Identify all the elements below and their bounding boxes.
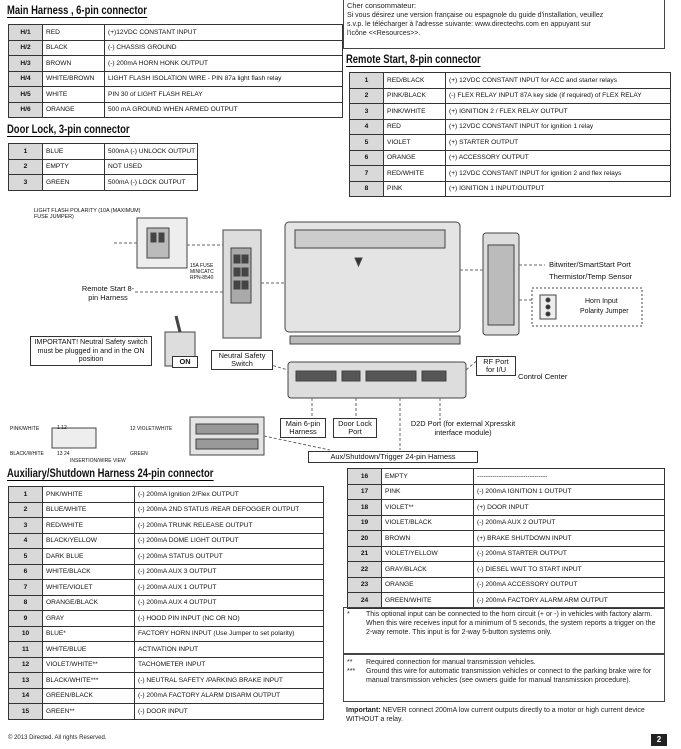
pin-number: 1 [9, 487, 43, 503]
wire-function: 500mA (-) UNLOCK OUTPUT [105, 144, 198, 160]
control-center-label: Control Center [518, 372, 568, 381]
pin-number: 3 [9, 175, 43, 191]
wire-function: (-) 200mA IGNITION 1 OUTPUT [474, 484, 665, 500]
fuse-jumper [147, 228, 169, 258]
pin-number: 21 [348, 546, 382, 562]
wire-color: DARK BLUE [43, 549, 135, 565]
pin-1-12-label: 1 12 [57, 425, 67, 431]
table-row [348, 531, 665, 547]
wire-color: PINK/BLACK [384, 88, 446, 104]
black-white-wire-label: BLACK/WHITE [10, 451, 44, 457]
main-6pin-harness-label: Main 6-pin Harness [280, 418, 326, 438]
wire-function: (-) 200mA AUX 3 OUTPUT [135, 564, 324, 580]
pin-number: 1 [350, 73, 384, 89]
wire-function: TACHOMETER INPUT [135, 657, 324, 673]
note-star3-text: Ground this wire for automatic transmission vehicles or connect to the parking brake wire for manual transmission vehicles (see owners guide for manual transmission procedure). [366, 668, 652, 684]
pin-number: 4 [350, 119, 384, 135]
table-row [9, 611, 324, 627]
green-wire-label: GREEN [130, 451, 148, 457]
table-row [9, 673, 324, 689]
wire-function: (+) IGNITION 1 INPUT/OUTPUT [446, 181, 671, 197]
wire-function: (+) 12VDC CONSTANT INPUT for ignition 1 relay [446, 119, 671, 135]
pin-number: 11 [9, 642, 43, 658]
pin-number: 8 [9, 595, 43, 611]
wire-color: RED/BLACK [384, 73, 446, 89]
pin-number: 18 [348, 500, 382, 516]
wire-function: NOT USED [105, 159, 198, 175]
fuse-label-3: RPN-8540 [190, 275, 214, 281]
copyright: © 2013 Directed. All rights Reserved. [8, 735, 107, 741]
wire-function: 500 mA GROUND WHEN ARMED OUTPUT [105, 102, 343, 118]
fuse-label-2: MINICATC [190, 269, 214, 275]
aux-shutdown-harness-label: Aux/Shutdown/Trigger 24-pin Harness [308, 451, 478, 463]
wire-function: (-) 200mA 2ND STATUS /REAR DEFOGGER OUTPUT [135, 502, 324, 518]
wire-color: ORANGE [43, 102, 105, 118]
pin-number: 6 [350, 150, 384, 166]
wire-function: (-) 200mA FACTORY ALARM DISARM OUTPUT [135, 688, 324, 704]
wire-function: LIGHT FLASH ISOLATION WIRE - PIN 87a light flash relay [105, 71, 343, 87]
wire-color: ORANGE/BLACK [43, 595, 135, 611]
pin-number: 2 [350, 88, 384, 104]
aux-harness-title: Auxiliary/Shutdown Harness 24-pin connector [7, 468, 214, 480]
wire-color: VIOLET** [382, 500, 474, 516]
wire-function: (+) ACCESSORY OUTPUT [446, 150, 671, 166]
wire-function: (+) IGNITION 2 / FLEX RELAY OUTPUT [446, 104, 671, 120]
wire-color: VIOLET/BLACK [382, 515, 474, 531]
wire-color: PINK [384, 181, 446, 197]
wire-function: (-) 200mA STARTER OUTPUT [474, 546, 665, 562]
pin-number: 7 [350, 166, 384, 182]
wire-function: (+) STARTER OUTPUT [446, 135, 671, 151]
notice-line-3: l'icône <<Resources>>. [347, 30, 421, 37]
pin-number: 10 [9, 626, 43, 642]
wire-color: WHITE/BLUE [43, 642, 135, 658]
table-row [9, 626, 324, 642]
wire-color: PINK [382, 484, 474, 500]
table-row [9, 580, 324, 596]
pin-number: 4 [9, 533, 43, 549]
wire-function: (-) 200mA AUX 4 OUTPUT [135, 595, 324, 611]
wire-function: FACTORY HORN INPUT (Use Jumper to set polarity) [135, 626, 324, 642]
wire-function: (-) 200mA Ignition 2/Flex OUTPUT [135, 487, 324, 503]
wire-color: BLACK/YELLOW [43, 533, 135, 549]
table-row [348, 593, 665, 609]
wire-color: RED/WHITE [43, 518, 135, 534]
pin-number: 7 [9, 580, 43, 596]
pin-number: 5 [350, 135, 384, 151]
horn-input-label: Horn Input [585, 298, 618, 305]
pin-number: H/6 [9, 102, 43, 118]
table-row [9, 487, 324, 503]
note-star23-box [343, 654, 665, 702]
wire-function: (+)12VDC CONSTANT INPUT [105, 25, 343, 41]
wire-function: ACTIVATION INPUT [135, 642, 324, 658]
wire-color: VIOLET [384, 135, 446, 151]
violet-white-wire-label: 12 VIOLET/WHITE [130, 426, 173, 432]
aux-harness-table-right [347, 468, 665, 609]
wire-color: BLUE* [43, 626, 135, 642]
pin-number: 5 [9, 549, 43, 565]
door-lock-port-label: Door Lock Port [333, 418, 377, 438]
wire-color: WHITE/VIOLET [43, 580, 135, 596]
pin-number: 15 [9, 704, 43, 720]
light-flash-polarity-label: LIGHT FLASH POLARITY (10A (MAXIMUM) FUSE JUMPER) [34, 208, 141, 220]
pin-number: H/3 [9, 56, 43, 72]
table-row [9, 595, 324, 611]
remote-start-title: Remote Start, 8-pin connector [346, 54, 481, 66]
neutral-safety-switch-label: Neutral Safety Switch [211, 350, 273, 370]
pin-number: H/4 [9, 71, 43, 87]
notice-heading: Cher consommateur: [347, 1, 417, 10]
important-note-label: Important: [346, 707, 381, 714]
door-lock-title: Door Lock, 3-pin connector [7, 124, 130, 136]
bitwriter-port-label: Bitwriter/SmartStart Port [549, 260, 631, 269]
note-star2-text: Required connection for manual transmission vehicles. [366, 659, 536, 666]
wire-color: RED/WHITE [384, 166, 446, 182]
wire-color: BROWN [382, 531, 474, 547]
wire-function: (-) 200mA DOME LIGHT OUTPUT [135, 533, 324, 549]
pin-number: 2 [9, 502, 43, 518]
pin-number: H/2 [9, 40, 43, 56]
insertion-view-label: INSERTION/WIRE VIEW [70, 458, 126, 464]
wire-color: BLUE/WHITE [43, 502, 135, 518]
remote-start-harness-label: Remote Start 8-pin Harness [81, 284, 135, 302]
wire-function: (-) 200mA AUX 1 OUTPUT [135, 580, 324, 596]
wire-color: PINK/WHITE [384, 104, 446, 120]
table-row [9, 564, 324, 580]
rf-port-label: RF Port for I/U [476, 356, 516, 376]
pin-number: 23 [348, 577, 382, 593]
wire-function: (-) 200mA AUX 2 OUTPUT [474, 515, 665, 531]
table-row [348, 546, 665, 562]
pin-number: 6 [9, 564, 43, 580]
note-star2-mark: ** [347, 659, 353, 666]
wire-function: (-) 200mA ACCESSORY OUTPUT [474, 577, 665, 593]
wire-color: BLACK/WHITE*** [43, 673, 135, 689]
wire-function: (-) DOOR INPUT [135, 704, 324, 720]
note-star1-mark: * [347, 611, 350, 618]
wire-function: (-) 200mA HORN HONK OUTPUT [105, 56, 343, 72]
pin-number: 12 [9, 657, 43, 673]
pin-number: 3 [350, 104, 384, 120]
pin-number: 3 [9, 518, 43, 534]
wire-color: VIOLET/YELLOW [382, 546, 474, 562]
pin-number: H/5 [9, 87, 43, 103]
wire-function: (-) 200mA STATUS OUTPUT [135, 549, 324, 565]
table-row [9, 502, 324, 518]
wire-function: (+) 12VDC CONSTANT INPUT for ignition 2 and flex relays [446, 166, 671, 182]
wire-color: BROWN [43, 56, 105, 72]
wire-function: 500mA (-) LOCK OUTPUT [105, 175, 198, 191]
wire-color: EMPTY [382, 469, 474, 485]
wire-function: (-) NEUTRAL SAFETY /PARKING BRAKE INPUT [135, 673, 324, 689]
pin-number: 13 [9, 673, 43, 689]
wire-color: GREEN/WHITE [382, 593, 474, 609]
wire-function: (+) BRAKE SHUTDOWN INPUT [474, 531, 665, 547]
pin-number: 19 [348, 515, 382, 531]
aux-harness-table-left [8, 486, 324, 720]
table-row [348, 469, 665, 485]
notice-line-1: Si vous désirez une version française ou espagnole du guide d'installation, veuillez [347, 12, 604, 19]
wire-function: (-) CHASSIS GROUND [105, 40, 343, 56]
thermistor-label: Thermistor/Temp Sensor [549, 272, 633, 281]
notice-line-2: s.v.p. le télécharger à l'adresse suivante: www.directechs.com en appuyant sur [347, 21, 591, 28]
pin-number: 20 [348, 531, 382, 547]
on-position-label: ON [172, 356, 198, 368]
wire-color: GREEN [43, 175, 105, 191]
wire-color: BLACK [43, 40, 105, 56]
pink-white-wire-label: PINK/WHITE [10, 426, 40, 432]
wire-color: WHITE [43, 87, 105, 103]
note-star1-text: This optional input can be connected to the horn circuit (+ or -) in vehicles with factory alarm. When this wire receives input for a minimum of 5 seconds, the system reports a trigger on the 2-way remote. This input is for 2-way 5-button systems only. [366, 611, 656, 636]
table-row [9, 642, 324, 658]
wire-color: ORANGE [384, 150, 446, 166]
wire-color: RED [43, 25, 105, 41]
note-star1-box [343, 607, 665, 654]
important-note [346, 706, 664, 724]
pin-number: 22 [348, 562, 382, 578]
pin-number: 8 [350, 181, 384, 197]
table-row [348, 500, 665, 516]
table-row [9, 688, 324, 704]
table-row [9, 704, 324, 720]
pin-number: 14 [9, 688, 43, 704]
pin-number: 9 [9, 611, 43, 627]
table-row [9, 549, 324, 565]
wire-color: GREEN** [43, 704, 135, 720]
table-row [348, 577, 665, 593]
wire-color: EMPTY [43, 159, 105, 175]
table-row [9, 518, 324, 534]
pin-number: 2 [9, 159, 43, 175]
wire-color: PNK/WHITE [43, 487, 135, 503]
table-row [348, 484, 665, 500]
wire-function: (+) 12VDC CONSTANT INPUT for ACC and starter relays [446, 73, 671, 89]
wire-function: (+) DOOR INPUT [474, 500, 665, 516]
pin-number: 1 [9, 144, 43, 160]
pin-number: 17 [348, 484, 382, 500]
d2d-port-label: D2D Port (for external Xpresskit interface module) [410, 419, 516, 437]
wire-function: (-) FLEX RELAY INPUT 87A key side (if required) of FLEX RELAY [446, 88, 671, 104]
wire-function: -------------------------------- [474, 469, 665, 485]
wire-function: (-) 200mA TRUNK RELEASE OUTPUT [135, 518, 324, 534]
pin-number: 16 [348, 469, 382, 485]
wire-color: RED [384, 119, 446, 135]
wire-color: GRAY/BLACK [382, 562, 474, 578]
fuse-label-1: 15A FUSE [190, 263, 214, 269]
wire-function: (-) HOOD PIN INPUT (NC OR NO) [135, 611, 324, 627]
important-note-text: NEVER connect 200mA low current outputs directly to a motor or high current device WITHOUT a relay. [346, 707, 645, 723]
wire-color: ORANGE [382, 577, 474, 593]
note-star3-mark: *** [347, 668, 356, 675]
pin-13-24-label: 13 24 [57, 451, 70, 457]
pin-number: 24 [348, 593, 382, 609]
table-row [9, 657, 324, 673]
polarity-jumper-label: Polarity Jumper [580, 308, 629, 315]
wire-function: PIN 30 of LIGHT FLASH RELAY [105, 87, 343, 103]
wire-function: (-) 200mA FACTORY ALARM ARM OUTPUT [474, 593, 665, 609]
wire-color: WHITE/BROWN [43, 71, 105, 87]
wire-color: BLUE [43, 144, 105, 160]
wire-function: (-) DIESEL WAIT TO START INPUT [474, 562, 665, 578]
table-row [348, 562, 665, 578]
wire-color: GRAY [43, 611, 135, 627]
table-row [348, 515, 665, 531]
pin-number: H/1 [9, 25, 43, 41]
table-row [9, 533, 324, 549]
wire-color: VIOLET/WHITE** [43, 657, 135, 673]
important-neutral-label: IMPORTANT! Neutral Safety switch must be plugged in and in the ON position [30, 336, 152, 366]
wire-color: WHITE/BLACK [43, 564, 135, 580]
wire-color: GREEN/BLACK [43, 688, 135, 704]
page-number: 2 [651, 734, 667, 746]
main-harness-title: Main Harness , 6-pin connector [7, 5, 147, 17]
